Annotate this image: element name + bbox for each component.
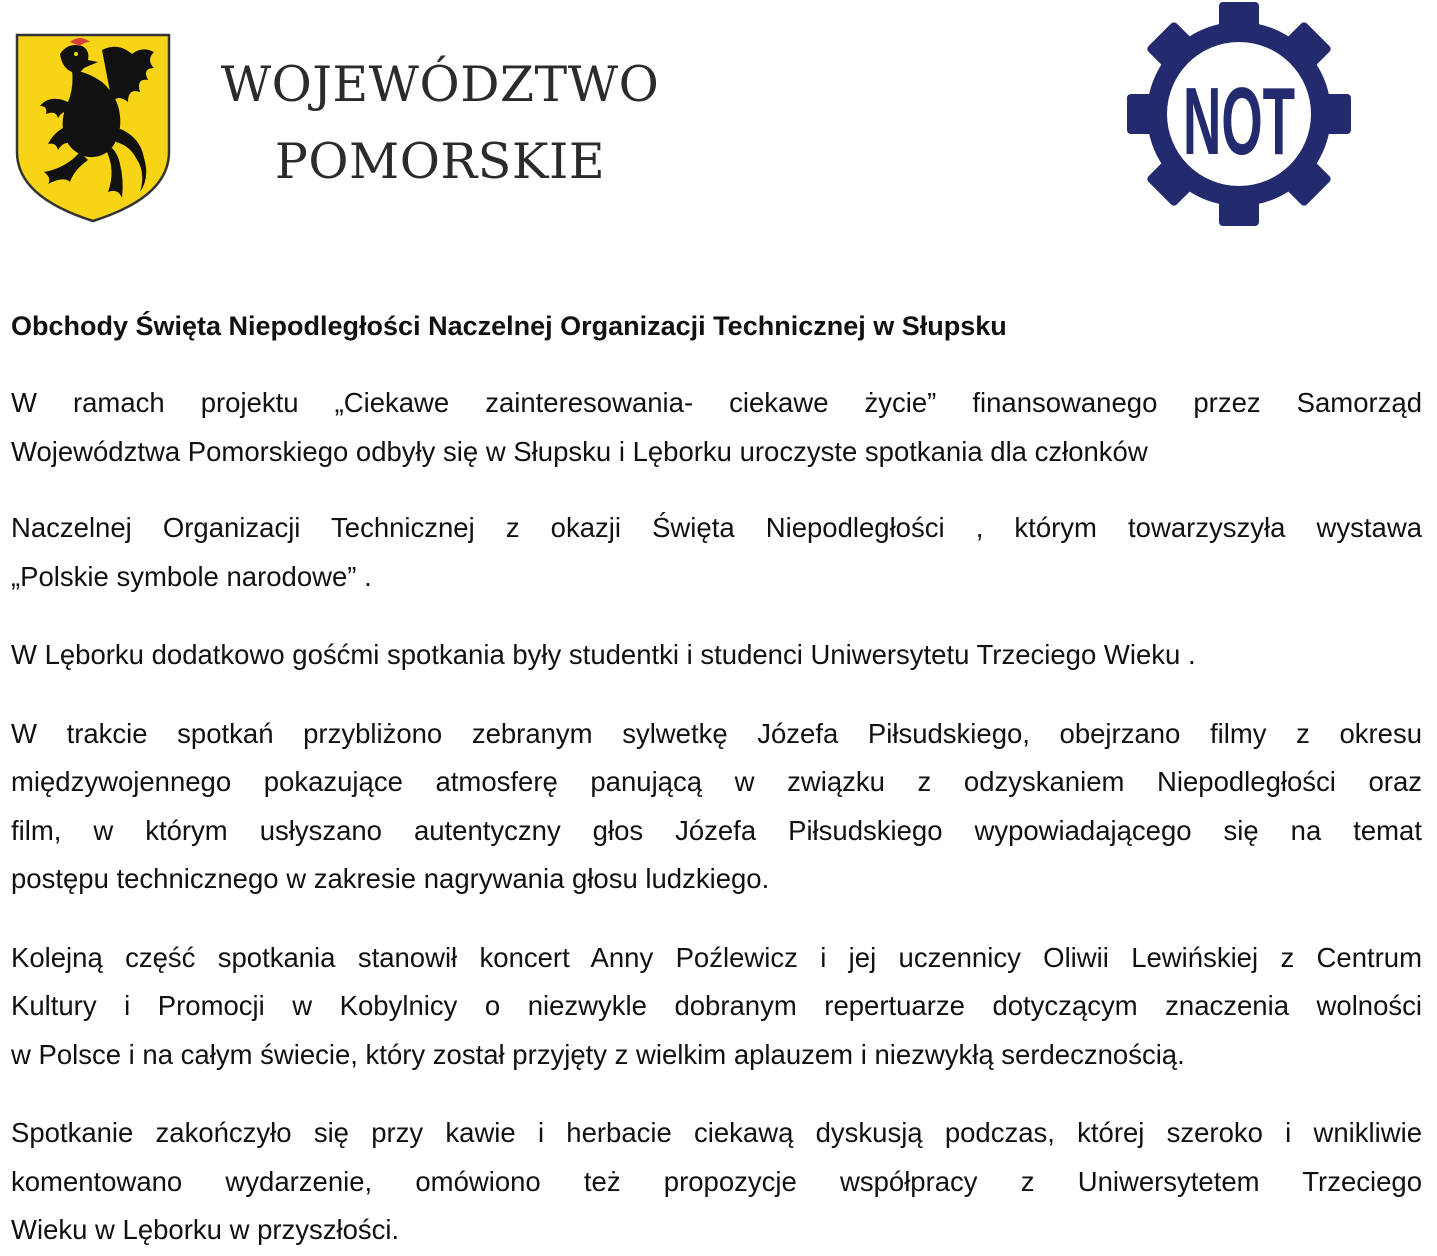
paragraph — [11, 934, 1422, 1080]
paragraph-line: w Polsce i na całym świecie, który został przyjęty z wielkim aplauzem i niezwykłą serdecznością. — [11, 1038, 1185, 1070]
paragraph-line: W trakcie spotkań przybliżono zebranym sylwetkę Józefa Piłsudskiego, obejrzano filmy z okresu — [11, 717, 1422, 749]
paragraph-line: Kultury i Promocji w Kobylnicy o niezwykle dobranym repertuarze dotyczącym znaczenia wolności — [11, 990, 1422, 1021]
paragraph-line: Spotkanie zakończyło się przy kawie i herbacie ciekawą dyskusją podczas, której szeroko i wnikliwie — [11, 1117, 1422, 1148]
document-body — [11, 304, 1422, 1255]
paragraph-line: W ramach projektu „Ciekawe zainteresowania- ciekawe życie” finansowanego przez Samorząd — [11, 387, 1422, 418]
pomeranian-griffin-crest-icon — [14, 32, 172, 224]
not-cogwheel-logo-icon — [1124, 2, 1354, 227]
region-name-logo — [210, 56, 670, 190]
paragraph-line: W Lęborku dodatkowo gośćmi spotkania były studentki i studenci Uniwersytetu Trzeciego Wieku . — [11, 639, 1196, 670]
paragraph-line: film, w którym usłyszano autentyczny głos Józefa Piłsudskiego wypowiadającego się na temat — [11, 814, 1422, 846]
document-title: Obchody Święta Niepodległości Naczelnej Organizacji Technicznej w Słupsku — [11, 311, 1007, 341]
paragraph-line: postępu technicznego w zakresie nagrywania głosu ludzkiego. — [11, 863, 770, 894]
paragraph-line: Naczelnej Organizacji Technicznej z okazji Święta Niepodległości , którym towarzyszyła wystawa — [11, 512, 1422, 543]
region-name-line1: WOJEWÓDZTWO — [220, 56, 660, 113]
paragraph — [11, 379, 1422, 476]
letterhead — [0, 0, 1437, 250]
paragraph-line: „Polskie symbole narodowe” . — [11, 560, 372, 592]
paragraph-line: międzywojennego pokazujące atmosferę panującą w związku z odzyskaniem Niepodległości oraz — [11, 766, 1422, 797]
paragraph-line: komentowano wydarzenie, omówiono też propozycje współpracy z Uniwersytetem Trzeciego — [11, 1165, 1422, 1197]
paragraph-line: Województwa Pomorskiego odbyły się w Słupsku i Lęborku uroczyste spotkania dla członków — [11, 435, 1148, 467]
paragraph — [11, 1109, 1422, 1255]
region-name-line2: POMORSKIE — [274, 133, 606, 190]
not-logo-text: NOT — [1183, 68, 1295, 175]
paragraph-line: Kolejną część spotkania stanowił koncert Anny Poźlewicz i jej uczennicy Oliwii Lewińskiej z Centrum — [11, 941, 1422, 973]
paragraph-line: Wieku w Lęborku w przyszłości. — [11, 1214, 400, 1245]
paragraph — [11, 710, 1422, 904]
paragraph — [11, 631, 1422, 680]
paragraph — [11, 504, 1422, 601]
